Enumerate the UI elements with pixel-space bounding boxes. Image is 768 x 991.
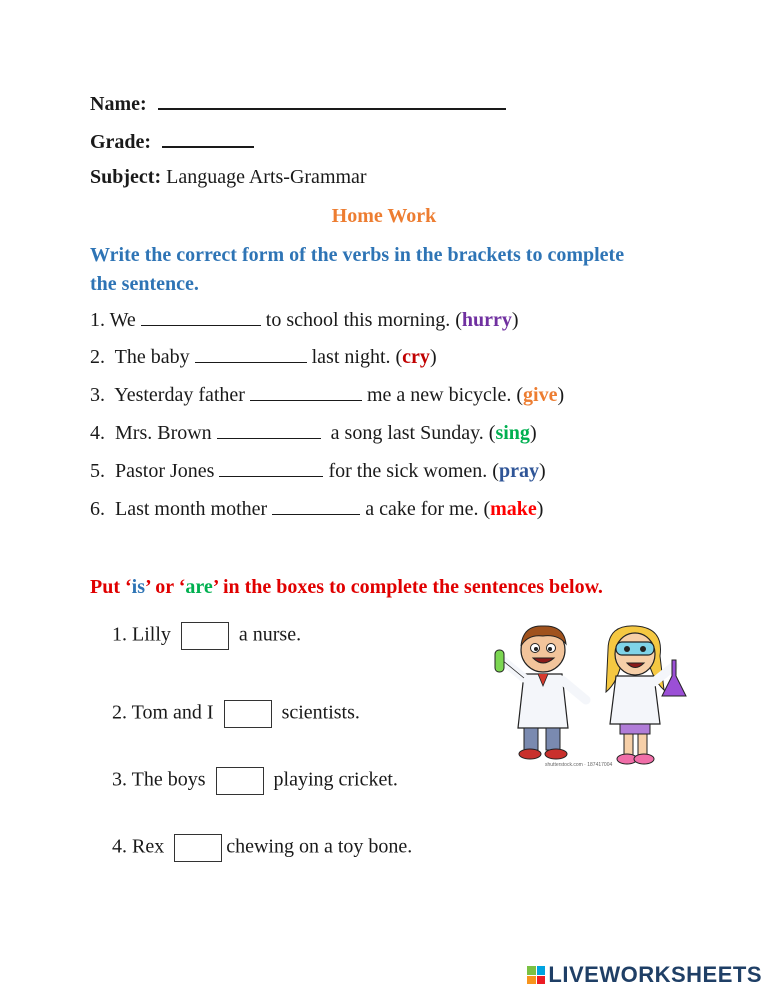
- instruction-prefix: Put ‘: [90, 576, 132, 598]
- verb-item-4: [90, 422, 537, 445]
- instruction-suffix: ’ in the boxes to complete the sentences below.: [212, 576, 603, 598]
- word-is: is: [131, 576, 146, 598]
- answer-blank[interactable]: [195, 346, 307, 363]
- verb-item-1: [90, 309, 519, 332]
- box-item-3: [112, 767, 398, 795]
- liveworksheets-logo-icon: [527, 966, 545, 984]
- verb-hint: give: [523, 384, 558, 406]
- box-item-2: [112, 700, 360, 728]
- box-item-4: [112, 834, 412, 862]
- verb-hint: cry: [402, 346, 430, 368]
- verb-item-3: [90, 384, 564, 407]
- item-text-before: Pastor Jones: [115, 460, 215, 482]
- verb-item-2: [90, 346, 437, 369]
- verb-hint: hurry: [461, 309, 512, 331]
- item-text-after: last night. (: [311, 346, 403, 368]
- word-are: are: [185, 576, 213, 598]
- box-item-text-after: scientists.: [281, 701, 360, 724]
- name-row: [90, 90, 506, 116]
- bracket-close: ): [429, 346, 437, 368]
- verb-hint: pray: [498, 460, 539, 482]
- verb-hint: make: [490, 498, 537, 520]
- answer-blank[interactable]: [219, 460, 323, 477]
- item-text-before: Last month mother: [115, 498, 268, 520]
- item-text-before: The baby: [114, 346, 190, 368]
- item-number: 4.: [90, 422, 105, 444]
- instruction-mid: ’ or ‘: [145, 576, 186, 598]
- section2-instruction: [90, 573, 730, 602]
- item-number: 1.: [90, 309, 105, 331]
- subject-label: Subject:: [90, 166, 162, 188]
- name-field[interactable]: [158, 90, 506, 110]
- item-text-after: a song last Sunday. (: [330, 422, 496, 444]
- page-title: Home Work: [331, 205, 437, 227]
- item-text-after: me a new bicycle. (: [366, 384, 524, 406]
- box-item-text-before: 3. The boys: [112, 768, 206, 791]
- grade-label: Grade:: [90, 131, 152, 153]
- answer-box[interactable]: [216, 767, 264, 795]
- boy-scientist-icon: [495, 626, 586, 759]
- brand-text: LIVEWORKSHEETS: [548, 962, 762, 987]
- box-item-text-before: 2. Tom and I: [112, 701, 214, 724]
- box-item-text-before: 4. Rex: [112, 835, 165, 858]
- grade-field[interactable]: [162, 128, 254, 148]
- verb-hint: sing: [495, 422, 530, 444]
- bracket-close: ): [511, 309, 519, 331]
- verb-item-5: [90, 460, 546, 483]
- bracket-close: ): [538, 460, 546, 482]
- box-item-text-before: 1. Lilly: [112, 623, 171, 646]
- bracket-close: ): [557, 384, 565, 406]
- item-text-after: a cake for me. (: [365, 498, 491, 520]
- answer-blank[interactable]: [272, 498, 360, 515]
- item-text-after: to school this morning. (: [265, 309, 462, 331]
- bracket-close: ): [529, 422, 537, 444]
- answer-blank[interactable]: [250, 384, 362, 401]
- item-number: 2.: [90, 346, 105, 368]
- box-item-text-after: playing cricket.: [273, 768, 398, 791]
- answer-box[interactable]: [181, 622, 229, 650]
- item-text-before: Mrs. Brown: [115, 422, 212, 444]
- item-number: 6.: [90, 498, 105, 520]
- item-text-before: We: [109, 309, 136, 331]
- answer-blank[interactable]: [217, 422, 321, 439]
- bracket-close: ): [536, 498, 544, 520]
- item-text-before: Yesterday father: [114, 384, 245, 406]
- section1-instruction: Write the correct form of the verbs in the brackets to complete the sentence.: [90, 244, 625, 295]
- answer-box[interactable]: [224, 700, 272, 728]
- box-item-text-after: a nurse.: [238, 623, 302, 646]
- subject-row: [90, 166, 367, 189]
- box-item-text-after: chewing on a toy bone.: [226, 835, 413, 858]
- image-credit: shutterstock.com · 187417004: [545, 762, 613, 768]
- grade-row: [90, 128, 254, 154]
- kid-scientists-illustration: [488, 620, 693, 772]
- subject-value: Language Arts-Grammar: [166, 166, 367, 188]
- name-label: Name:: [90, 93, 147, 115]
- girl-scientist-icon: [606, 626, 686, 764]
- answer-box[interactable]: [174, 834, 222, 862]
- verb-item-6: [90, 498, 543, 521]
- item-number: 5.: [90, 460, 105, 482]
- item-text-after: for the sick women. (: [328, 460, 499, 482]
- liveworksheets-logo: [527, 962, 762, 988]
- answer-blank[interactable]: [141, 309, 261, 326]
- box-item-1: [112, 622, 301, 650]
- item-number: 3.: [90, 384, 105, 406]
